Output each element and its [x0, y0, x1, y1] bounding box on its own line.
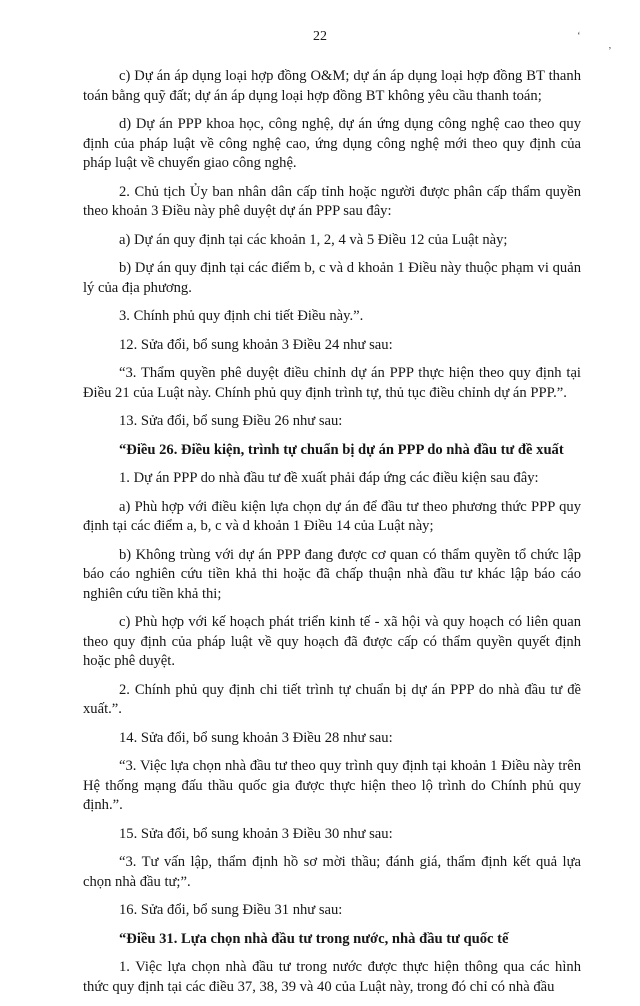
- paragraph-1d: d) Dự án PPP khoa học, công nghệ, dự án ứng dụng công nghệ cao theo quy định của pháp luật về công nghệ cao, ứng dụng công nghệ mới theo quy định của pháp luật về chuyển giao công nghệ.: [83, 116, 581, 171]
- paragraph-item-12: 12. Sửa đổi, bổ sung khoản 3 Điều 24 như sau:: [119, 336, 393, 353]
- paragraph-item-14-content: “3. Việc lựa chọn nhà đầu tư theo quy trình quy định tại khoản 1 Điều này trên Hệ thống mạng đấu thầu quốc gia được thực hiện theo lộ trình do Chính phủ quy định.”.: [83, 758, 581, 813]
- paragraph-clause-2: 2. Chủ tịch Ủy ban nhân dân cấp tỉnh hoặc người được phân cấp thẩm quyền theo khoản 3 Điều này phê duyệt dự án PPP sau đây:: [83, 183, 581, 219]
- paragraph-2a: a) Dự án quy định tại các khoản 1, 2, 4 và 5 Điều 12 của Luật này;: [119, 231, 508, 248]
- scan-mark: ’: [608, 45, 612, 57]
- paragraph-1c: c) Dự án áp dụng loại hợp đồng O&M; dự án áp dụng loại hợp đồng BT thanh toán bằng quỹ đất; dự án áp dụng loại hợp đồng BT không yêu cầu thanh toán;: [83, 68, 581, 104]
- paragraph-art26-1b: b) Không trùng với dự án PPP đang được cơ quan có thẩm quyền tổ chức lập báo cáo nghiên cứu tiền khả thi hoặc đã chấp thuận nhà đầu tư khác lập báo cáo nghiên cứu tiền khả thi;: [83, 546, 581, 602]
- paragraph-art26-clause-2: 2. Chính phủ quy định chi tiết trình tự chuẩn bị dự án PPP do nhà đầu tư đề xuất.”.: [83, 681, 581, 717]
- paragraph-item-15-content: “3. Tư vấn lập, thẩm định hồ sơ mời thầu; đánh giá, thẩm định kết quả lựa chọn nhà đầu tư;”.: [83, 854, 581, 890]
- paragraph-art26-1c: c) Phù hợp với kế hoạch phát triển kinh tế - xã hội và quy hoạch có liên quan theo quy định của pháp luật về quy hoạch đã được cấp có thẩm quyền quyết định hoặc phê duyệt.: [83, 614, 581, 669]
- paragraph-art26-1a: a) Phù hợp với điều kiện lựa chọn dự án để đầu tư theo phương thức PPP quy định tại các điểm a, b, c và d khoản 1 Điều 14 của Luật này;: [83, 498, 581, 534]
- paragraph-2b: b) Dự án quy định tại các điểm b, c và d khoản 1 Điều này thuộc phạm vi quản lý của địa phương.: [83, 260, 581, 296]
- page-number: 22: [313, 29, 327, 44]
- paragraph-item-16: 16. Sửa đổi, bổ sung Điều 31 như sau:: [119, 902, 343, 918]
- scan-mark: ‘: [577, 30, 581, 42]
- paragraph-art26-clause-1: 1. Dự án PPP do nhà đầu tư đề xuất phải đáp ứng các điều kiện sau đây:: [119, 470, 539, 486]
- article-26-heading: “Điều 26. Điều kiện, trình tự chuẩn bị dự án PPP do nhà đầu tư đề xuất: [119, 441, 564, 458]
- paragraph-item-14: 14. Sửa đổi, bổ sung khoản 3 Điều 28 như sau:: [119, 729, 393, 746]
- article-31-heading: “Điều 31. Lựa chọn nhà đầu tư trong nước, nhà đầu tư quốc tế: [119, 930, 509, 947]
- paragraph-item-13: 13. Sửa đổi, bổ sung Điều 26 như sau:: [119, 413, 343, 429]
- paragraph-art31-clause-1: 1. Việc lựa chọn nhà đầu tư trong nước được thực hiện thông qua các hình thức quy định tại các điều 37, 38, 39 và 40 của Luật này, trong đó chỉ có nhà đầu: [83, 959, 581, 995]
- paragraph-item-15: 15. Sửa đổi, bổ sung khoản 3 Điều 30 như sau:: [119, 825, 393, 842]
- paragraph-clause-3: 3. Chính phủ quy định chi tiết Điều này.”.: [119, 308, 364, 324]
- paragraph-item-12-content: “3. Thẩm quyền phê duyệt điều chỉnh dự án PPP thực hiện theo quy định tại Điều 21 của Luật này. Chính phủ quy định trình tự, thủ tục điều chỉnh dự án PPP.”.: [83, 365, 581, 401]
- document-body: [83, 67, 581, 1006]
